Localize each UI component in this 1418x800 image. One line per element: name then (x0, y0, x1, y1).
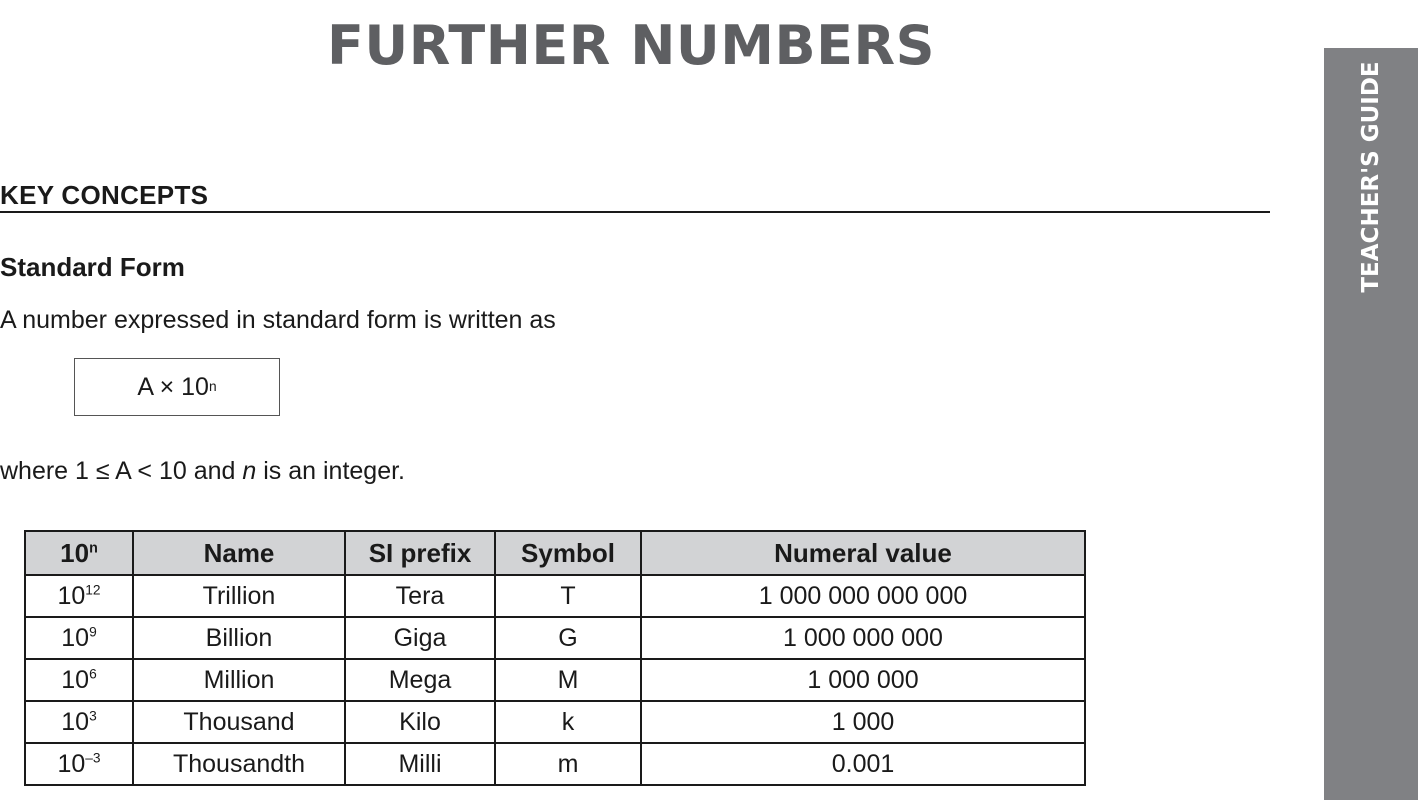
table-row (25, 617, 1085, 659)
side-tab (1324, 48, 1418, 800)
cell-symbol: G (495, 617, 641, 659)
cell-value: 1 000 000 000 000 (641, 575, 1085, 617)
cell-name: Thousand (133, 701, 345, 743)
header-numeral-value: Numeral value (641, 531, 1085, 575)
cell-value: 1 000 (641, 701, 1085, 743)
header-si-prefix: SI prefix (345, 531, 495, 575)
cell-name: Billion (133, 617, 345, 659)
table-row (25, 659, 1085, 701)
cell-prefix: Giga (345, 617, 495, 659)
cell-value: 0.001 (641, 743, 1085, 785)
subheading: Standard Form (0, 252, 185, 282)
page-title: FURTHER NUMBERS (327, 14, 935, 77)
prefix-table (24, 530, 1086, 786)
cell-symbol: m (495, 743, 641, 785)
condition-variable: n (242, 457, 257, 485)
header-name: Name (133, 531, 345, 575)
header-power: 10$^n$ (25, 531, 133, 575)
cell-name: Thousandth (133, 743, 345, 785)
table-row (25, 575, 1085, 617)
section-heading-text: KEY CONCEPTS (0, 180, 209, 210)
cell-prefix: Tera (345, 575, 495, 617)
condition-text (0, 457, 405, 486)
cell-symbol: M (495, 659, 641, 701)
cell-prefix: Milli (345, 743, 495, 785)
cell-value: 1 000 000 000 (641, 617, 1085, 659)
condition-after: is an integer. (256, 457, 405, 485)
table-row (25, 743, 1085, 785)
cell-prefix: Kilo (345, 701, 495, 743)
formula-box: A × 10 n (74, 358, 280, 416)
table-header-row (25, 531, 1085, 575)
cell-power: $10^9$ (25, 617, 133, 659)
cell-symbol: T (495, 575, 641, 617)
intro-text: A number expressed in standard form is written as (0, 306, 556, 334)
cell-power: $10^{12}$ (25, 575, 133, 617)
cell-symbol: k (495, 701, 641, 743)
cell-value: 1 000 000 (641, 659, 1085, 701)
cell-name: Million (133, 659, 345, 701)
table-row (25, 701, 1085, 743)
section-heading (0, 178, 1270, 213)
cell-prefix: Mega (345, 659, 495, 701)
cell-power: $10^6$ (25, 659, 133, 701)
cell-power: $10^3$ (25, 701, 133, 743)
cell-power: $10^{-3}$ (25, 743, 133, 785)
condition-before: where 1 ≤ A < 10 and (0, 457, 243, 485)
header-symbol: Symbol (495, 531, 641, 575)
cell-name: Trillion (133, 575, 345, 617)
formula-base: A × 10 (137, 372, 209, 401)
side-tab-label: TEACHER'S GUIDE (1358, 61, 1384, 293)
